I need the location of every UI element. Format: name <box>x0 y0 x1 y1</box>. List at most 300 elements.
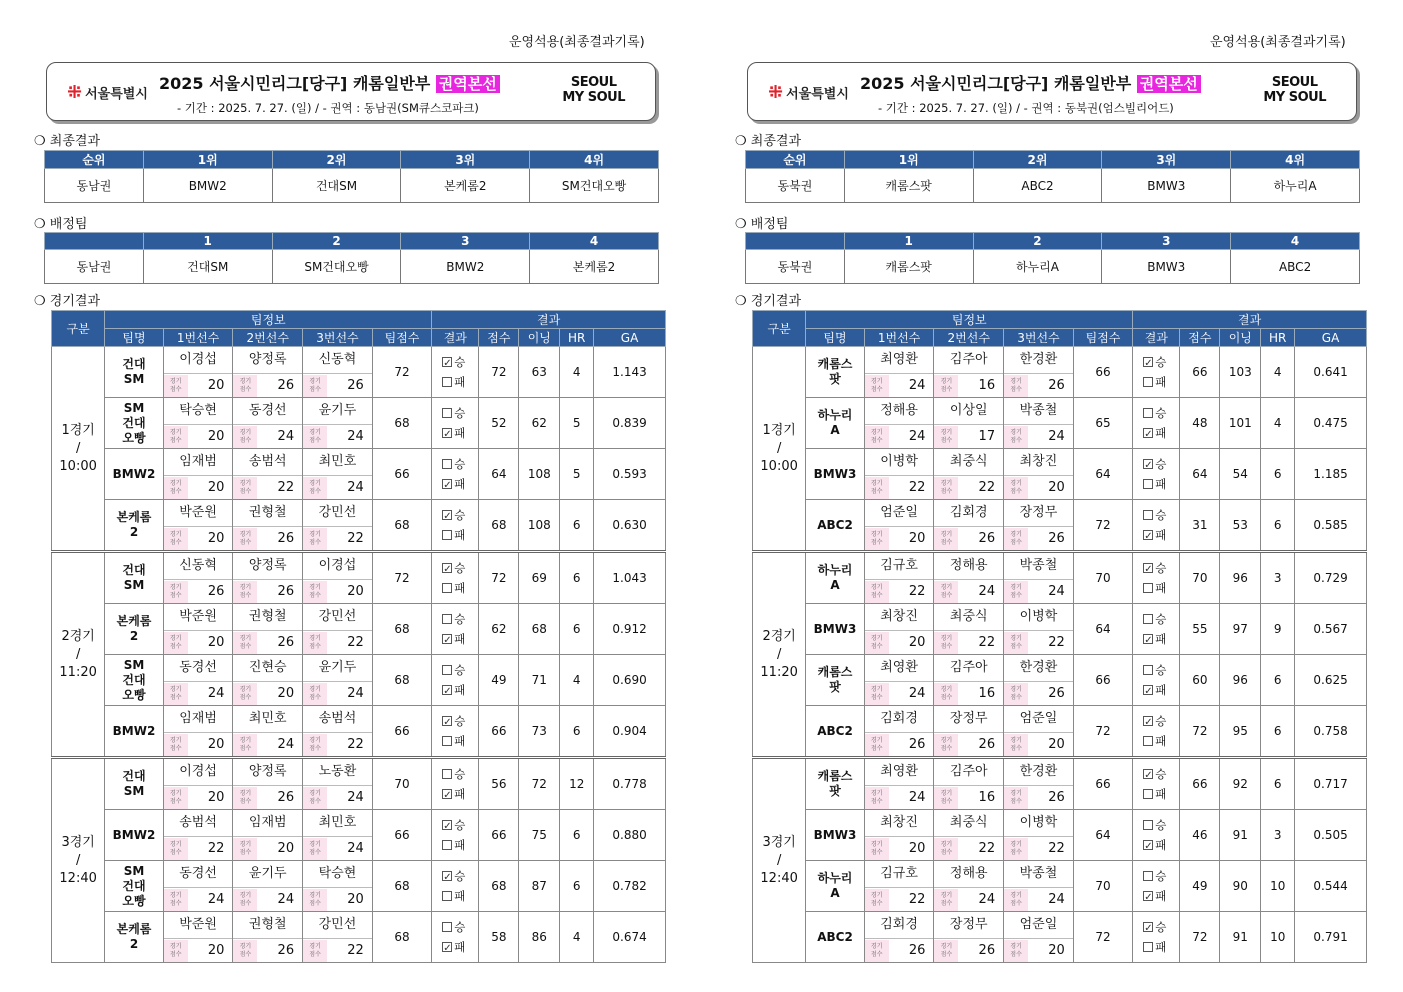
player-score-row <box>303 526 372 550</box>
team-total: 66 <box>372 449 431 500</box>
player-score: 16 <box>978 790 996 805</box>
result-ga: 0.585 <box>1295 500 1367 552</box>
player-score: 20 <box>908 841 926 856</box>
win-loss-cell <box>432 347 479 398</box>
player-score: 24 <box>908 790 926 805</box>
team-row <box>753 347 1367 398</box>
result-hr: 10 <box>1261 912 1295 963</box>
game-score-label <box>865 734 889 756</box>
player-score: 20 <box>207 429 225 444</box>
loss-checkbox[interactable] <box>1143 840 1153 850</box>
game-score-label-text: 경기 점수 <box>870 685 883 701</box>
player-score: 24 <box>347 686 364 701</box>
loss-option <box>1133 835 1179 855</box>
player-name: 이경섭 <box>318 558 357 573</box>
result-ga: 0.904 <box>594 706 666 758</box>
win-checkbox[interactable] <box>1143 871 1153 881</box>
win-option <box>432 660 478 680</box>
player-name: 김회경 <box>949 505 988 520</box>
loss-checkbox[interactable] <box>1143 634 1153 644</box>
result-inn: 91 <box>1220 912 1261 963</box>
win-label: 승 <box>1155 920 1167 934</box>
loss-checkbox[interactable] <box>442 530 452 540</box>
loss-checkbox[interactable] <box>442 685 452 695</box>
team-name-cell <box>105 912 163 963</box>
player-cell <box>1004 912 1074 963</box>
final-results-table <box>44 150 659 203</box>
loss-checkbox[interactable] <box>1143 736 1153 746</box>
circle-bullet-icon: ❍ <box>735 217 751 232</box>
game-score-label <box>233 375 257 397</box>
game-score-label-text: 경기 점수 <box>1010 685 1022 701</box>
win-loss-cell <box>1133 810 1180 861</box>
section-heading <box>735 290 801 309</box>
player-name: 박종철 <box>1019 558 1058 573</box>
column-header: 1 <box>844 233 973 250</box>
loss-label: 패 <box>454 683 466 697</box>
result-ga: 0.593 <box>594 449 666 500</box>
game-score-label <box>164 940 188 962</box>
team-row <box>753 758 1367 810</box>
loss-checkbox[interactable] <box>442 736 452 746</box>
player-score-row <box>934 681 1003 705</box>
player-score: 22 <box>978 841 996 856</box>
player-name: 김규호 <box>880 866 918 881</box>
player-name: 탁승현 <box>318 866 357 881</box>
title-banner <box>747 62 1357 121</box>
game-score-label <box>934 528 958 550</box>
game-label-text: 3경기 / 12:40 <box>59 834 97 886</box>
result-ga: 1.143 <box>594 347 666 398</box>
player-cell <box>1004 500 1074 552</box>
result-hr: 6 <box>1261 655 1295 706</box>
result-hr: 6 <box>1261 449 1295 500</box>
player-score: 26 <box>347 378 364 393</box>
section-heading <box>735 213 788 232</box>
game-label <box>753 347 806 552</box>
column-header: 2 <box>973 233 1102 250</box>
player-score-row <box>934 836 1003 860</box>
circle-bullet-icon: ❍ <box>735 134 751 149</box>
win-loss-cell <box>1133 500 1180 552</box>
loss-option <box>1133 578 1179 598</box>
loss-checkbox[interactable] <box>442 377 452 387</box>
player-score-row <box>934 526 1003 550</box>
player-cell <box>934 604 1004 655</box>
loss-option <box>1133 680 1179 700</box>
player-cell <box>303 912 373 963</box>
player-score-row <box>303 938 372 962</box>
player-cell <box>303 861 373 912</box>
game-score-label-text: 경기 점수 <box>309 789 321 805</box>
team-name: SM 건대 오빵 <box>122 657 146 702</box>
column-header: 4 <box>530 233 659 250</box>
team-name: 캐롬스 팟 <box>817 665 853 694</box>
game-score-label-text: 경기 점수 <box>940 685 953 701</box>
player-score: 26 <box>277 790 295 805</box>
team-name-cell <box>806 706 864 758</box>
game-score-label <box>865 375 889 397</box>
final-results-table <box>745 150 1360 203</box>
player-cell <box>934 810 1004 861</box>
player-cell <box>233 552 303 604</box>
game-score-label-text: 경기 점수 <box>239 428 252 444</box>
result-ga: 0.791 <box>1295 912 1367 963</box>
win-checkbox[interactable] <box>1143 510 1153 520</box>
loss-checkbox[interactable] <box>442 942 452 952</box>
loss-checkbox[interactable] <box>1143 377 1153 387</box>
team-total: 66 <box>372 810 431 861</box>
player-score-row <box>164 938 233 962</box>
game-score-label <box>233 734 257 756</box>
result-inn: 108 <box>519 500 560 552</box>
result-ga: 1.043 <box>594 552 666 604</box>
team-name-cell <box>806 758 864 810</box>
column-header: 점수 <box>1180 329 1220 347</box>
team-name-cell <box>105 655 163 706</box>
result-inn: 73 <box>519 706 560 758</box>
team-total: 68 <box>372 500 431 552</box>
player-cell <box>233 655 303 706</box>
game-score-label <box>233 889 257 911</box>
player-cell <box>233 449 303 500</box>
player-cell <box>1004 604 1074 655</box>
logo-line-2: MY SOUL <box>1263 90 1326 105</box>
loss-checkbox[interactable] <box>1143 583 1153 593</box>
player-score: 26 <box>978 943 996 958</box>
game-score-label <box>164 683 188 705</box>
col-gubun: 구분 <box>753 311 806 347</box>
player-name: 권형철 <box>248 917 287 932</box>
column-header: 2번선수 <box>233 329 303 347</box>
loss-checkbox[interactable] <box>1143 789 1153 799</box>
assigned-teams-table <box>44 232 659 284</box>
game-score-label <box>1004 477 1028 499</box>
team-row <box>52 347 666 398</box>
win-checkbox[interactable] <box>442 357 452 367</box>
result-pts: 55 <box>1180 604 1220 655</box>
player-name: 박준원 <box>179 917 217 932</box>
win-checkbox[interactable] <box>442 408 452 418</box>
game-score-label <box>934 838 958 860</box>
player-score: 16 <box>978 686 996 701</box>
game-score-label-text: 경기 점수 <box>309 530 321 546</box>
page-subtitle: - 기간 : 2025. 7. 27. (일) / - 권역 : 동남권(SM큐스코파크) <box>177 101 479 115</box>
game-score-label-text: 경기 점수 <box>940 789 953 805</box>
win-checkbox[interactable] <box>1143 665 1153 675</box>
win-checkbox[interactable] <box>1143 614 1153 624</box>
win-loss-cell <box>1133 912 1180 963</box>
game-score-label <box>1004 940 1028 962</box>
result-inn: 87 <box>519 861 560 912</box>
win-checkbox[interactable] <box>442 922 452 932</box>
game-score-label-text: 경기 점수 <box>239 736 252 752</box>
team-name: BMW3 <box>813 827 857 842</box>
loss-checkbox[interactable] <box>442 840 452 850</box>
column-header: 3번선수 <box>1004 329 1074 347</box>
win-checkbox[interactable] <box>1143 769 1153 779</box>
player-name: 정해용 <box>880 403 918 418</box>
player-score-row <box>164 373 233 397</box>
column-header: 점수 <box>479 329 519 347</box>
game-score-label <box>865 632 889 654</box>
player-score: 22 <box>347 531 364 546</box>
player-cell <box>1004 758 1074 810</box>
loss-label: 패 <box>454 528 466 542</box>
player-score-row <box>233 579 302 603</box>
team-name-cell <box>105 604 163 655</box>
team-row <box>753 655 1367 706</box>
loss-label: 패 <box>454 940 466 954</box>
win-loss-cell <box>1133 398 1180 449</box>
player-cell <box>233 861 303 912</box>
result-pts: 46 <box>1180 810 1220 861</box>
team-total: 64 <box>1073 449 1132 500</box>
team-name: 하누리 A <box>817 871 853 900</box>
loss-checkbox[interactable] <box>1143 685 1153 695</box>
column-header: 1 <box>143 233 272 250</box>
player-cell <box>934 655 1004 706</box>
player-name: 송범석 <box>318 711 357 726</box>
team-total: 68 <box>372 861 431 912</box>
loss-checkbox[interactable] <box>1143 428 1153 438</box>
win-option <box>432 403 478 423</box>
win-checkbox[interactable] <box>442 563 452 573</box>
loss-checkbox[interactable] <box>442 789 452 799</box>
game-score-label-text: 경기 점수 <box>239 685 252 701</box>
result-ga: 0.690 <box>594 655 666 706</box>
player-name: 권형철 <box>248 609 287 624</box>
player-cell <box>1004 552 1074 604</box>
win-checkbox[interactable] <box>1143 357 1153 367</box>
result-inn: 103 <box>1220 347 1261 398</box>
result-hr: 6 <box>560 810 594 861</box>
win-checkbox[interactable] <box>442 614 452 624</box>
result-hr: 6 <box>560 604 594 655</box>
column-header: 팀명 <box>806 329 864 347</box>
player-cell <box>1004 347 1074 398</box>
title-banner <box>46 62 656 121</box>
win-loss-cell <box>432 552 479 604</box>
result-pts: 60 <box>1180 655 1220 706</box>
win-option <box>1133 505 1179 525</box>
result-ga: 0.912 <box>594 604 666 655</box>
loss-option <box>1133 474 1179 494</box>
win-checkbox[interactable] <box>442 510 452 520</box>
game-score-label <box>303 632 327 654</box>
game-score-label-text: 경기 점수 <box>239 789 252 805</box>
player-score: 20 <box>1048 737 1065 752</box>
player-cell <box>233 604 303 655</box>
team-row <box>753 861 1367 912</box>
loss-label: 패 <box>1155 477 1167 491</box>
result-hr: 4 <box>560 347 594 398</box>
column-header: 팀명 <box>105 329 163 347</box>
win-checkbox[interactable] <box>442 459 452 469</box>
loss-checkbox[interactable] <box>442 891 452 901</box>
column-header <box>45 233 144 250</box>
table-cell: 본케롬2 <box>401 169 530 203</box>
win-option <box>432 558 478 578</box>
loss-checkbox[interactable] <box>442 479 452 489</box>
loss-checkbox[interactable] <box>1143 891 1153 901</box>
results-sheet <box>735 0 1387 992</box>
logo-line-1: SEOUL <box>1271 75 1318 90</box>
loss-checkbox[interactable] <box>442 634 452 644</box>
loss-checkbox[interactable] <box>1143 942 1153 952</box>
game-score-label <box>303 683 327 705</box>
loss-checkbox[interactable] <box>1143 530 1153 540</box>
result-inn: 92 <box>1220 758 1261 810</box>
player-score: 22 <box>277 480 295 495</box>
game-score-label-text: 경기 점수 <box>169 685 182 701</box>
result-hr: 6 <box>560 706 594 758</box>
result-pts: 56 <box>479 758 519 810</box>
player-score: 24 <box>908 686 926 701</box>
win-checkbox[interactable] <box>442 820 452 830</box>
player-score-row <box>1004 732 1073 756</box>
loss-option <box>1133 423 1179 443</box>
player-cell <box>303 758 373 810</box>
win-checkbox[interactable] <box>1143 922 1153 932</box>
table-cell: 하누리A <box>1231 169 1360 203</box>
win-label: 승 <box>1155 714 1167 728</box>
team-name: 본케롬 2 <box>116 510 152 539</box>
game-score-label-text: 경기 점수 <box>1010 942 1022 958</box>
player-score-row <box>233 732 302 756</box>
column-header: HR <box>1261 329 1295 347</box>
game-score-label <box>233 683 257 705</box>
game-score-label-text: 경기 점수 <box>870 634 883 650</box>
player-score-row <box>233 373 302 397</box>
team-name-cell <box>806 500 864 552</box>
game-score-label-text: 경기 점수 <box>309 634 321 650</box>
player-score: 26 <box>1048 531 1065 546</box>
loss-checkbox[interactable] <box>442 428 452 438</box>
player-cell <box>233 500 303 552</box>
player-name: 김규호 <box>880 558 918 573</box>
table-cell: 캐롬스팟 <box>844 250 973 284</box>
player-score: 26 <box>908 737 926 752</box>
player-score: 26 <box>978 737 996 752</box>
title-highlight: 권역본선 <box>436 75 500 93</box>
game-score-label <box>303 426 327 448</box>
player-score: 26 <box>277 635 295 650</box>
game-score-label-text: 경기 점수 <box>169 428 182 444</box>
player-name: 신동혁 <box>318 352 357 367</box>
result-pts: 31 <box>1180 500 1220 552</box>
player-score: 24 <box>908 378 926 393</box>
win-label: 승 <box>1155 612 1167 626</box>
game-score-label-text: 경기 점수 <box>1010 479 1022 495</box>
result-hr: 4 <box>560 912 594 963</box>
game-score-label <box>865 528 889 550</box>
player-score-row <box>1004 475 1073 499</box>
win-checkbox[interactable] <box>1143 408 1153 418</box>
team-row <box>52 758 666 810</box>
win-checkbox[interactable] <box>1143 820 1153 830</box>
win-checkbox[interactable] <box>442 871 452 881</box>
player-name: 송범석 <box>248 454 287 469</box>
table-cell: 본케롬2 <box>530 250 659 284</box>
player-name: 김주아 <box>949 764 988 779</box>
win-label: 승 <box>454 612 466 626</box>
player-score-row <box>934 732 1003 756</box>
col-team-info: 팀정보 <box>105 311 432 329</box>
result-hr: 3 <box>1261 810 1295 861</box>
result-ga: 0.729 <box>1295 552 1367 604</box>
column-header: 이닝 <box>519 329 560 347</box>
win-checkbox[interactable] <box>442 716 452 726</box>
result-pts: 72 <box>479 552 519 604</box>
column-header: 3 <box>401 233 530 250</box>
win-checkbox[interactable] <box>1143 716 1153 726</box>
team-name-cell <box>806 810 864 861</box>
player-score-row <box>934 938 1003 962</box>
win-checkbox[interactable] <box>442 769 452 779</box>
win-loss-cell <box>1133 706 1180 758</box>
table-cell: 동남권 <box>45 169 144 203</box>
result-pts: 72 <box>1180 706 1220 758</box>
team-row <box>52 604 666 655</box>
player-cell <box>864 500 934 552</box>
game-score-label-text: 경기 점수 <box>1010 891 1022 907</box>
player-cell <box>303 810 373 861</box>
player-score-row <box>865 887 934 911</box>
column-header: 순위 <box>746 151 845 169</box>
player-name: 장정무 <box>949 917 988 932</box>
player-score-row <box>1004 836 1073 860</box>
player-cell <box>233 347 303 398</box>
player-score: 22 <box>1048 841 1065 856</box>
player-score: 26 <box>277 584 295 599</box>
loss-checkbox[interactable] <box>1143 479 1153 489</box>
player-cell <box>1004 706 1074 758</box>
result-pts: 66 <box>479 810 519 861</box>
team-name: 건대 SM <box>122 563 146 592</box>
player-score-row <box>934 579 1003 603</box>
game-score-label <box>164 528 188 550</box>
player-cell <box>1004 655 1074 706</box>
win-option <box>1133 815 1179 835</box>
game-score-label-text: 경기 점수 <box>309 891 321 907</box>
player-cell <box>303 706 373 758</box>
win-checkbox[interactable] <box>442 665 452 675</box>
result-inn: 97 <box>1220 604 1261 655</box>
player-score-row <box>1004 938 1073 962</box>
team-name: BMW2 <box>112 466 156 481</box>
result-hr: 6 <box>1261 500 1295 552</box>
game-score-label <box>934 940 958 962</box>
win-loss-cell <box>432 706 479 758</box>
loss-checkbox[interactable] <box>442 583 452 593</box>
win-checkbox[interactable] <box>1143 563 1153 573</box>
game-score-label <box>865 838 889 860</box>
player-name: 최창진 <box>1019 454 1058 469</box>
player-cell <box>1004 861 1074 912</box>
team-row <box>52 810 666 861</box>
player-score: 24 <box>908 429 926 444</box>
table-cell: BMW3 <box>1102 169 1231 203</box>
loss-option <box>432 937 478 957</box>
result-ga: 0.630 <box>594 500 666 552</box>
team-row <box>753 552 1367 604</box>
win-checkbox[interactable] <box>1143 459 1153 469</box>
game-score-label <box>1004 581 1028 603</box>
win-loss-cell <box>1133 604 1180 655</box>
player-score: 26 <box>1048 790 1065 805</box>
table-cell: 캐롬스팟 <box>844 169 973 203</box>
